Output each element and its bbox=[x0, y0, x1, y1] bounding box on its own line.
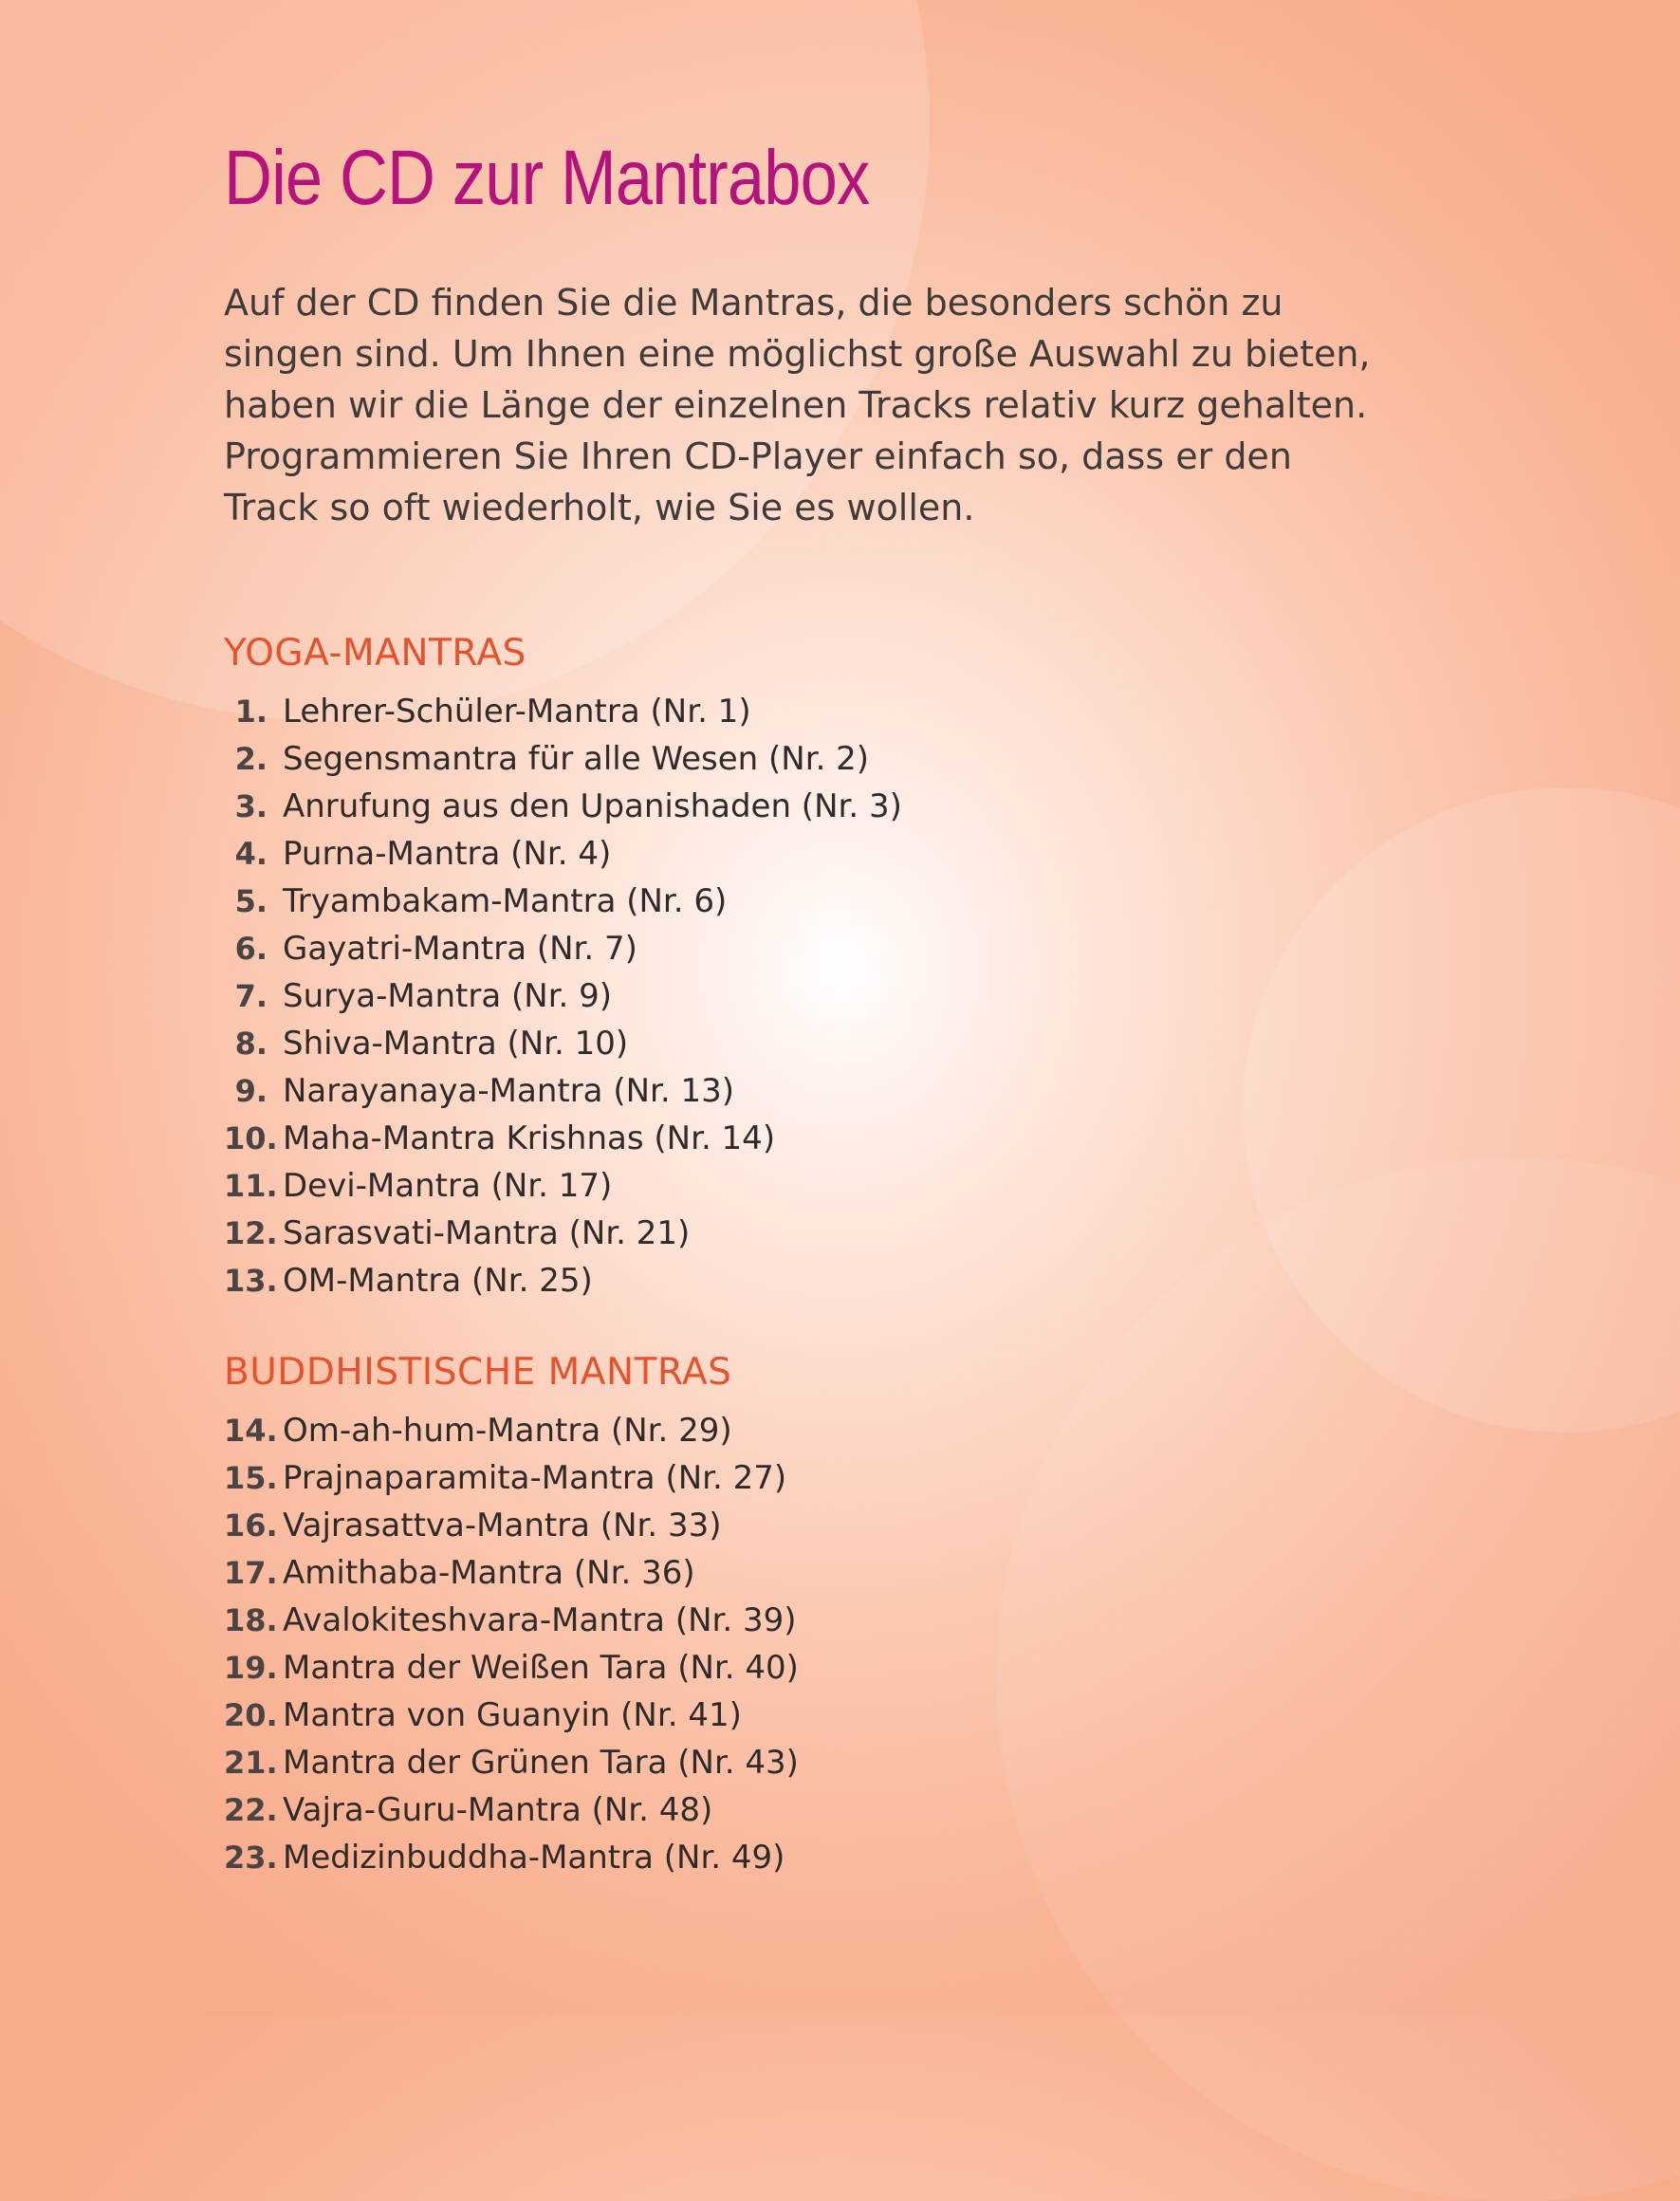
track-title: Sarasvati-Mantra (Nr. 21) bbox=[283, 1214, 691, 1252]
track-number: 17. bbox=[224, 1555, 278, 1591]
track-number: 7. bbox=[234, 978, 268, 1014]
track-number: 19. bbox=[224, 1650, 278, 1686]
section-heading-yoga-mantras: YOGA-MANTRAS bbox=[224, 632, 526, 675]
track-title: Devi-Mantra (Nr. 17) bbox=[283, 1167, 613, 1205]
track-title: Avalokiteshvara-Mantra (Nr. 39) bbox=[283, 1601, 797, 1639]
track-number: 13. bbox=[224, 1263, 278, 1299]
track-title: Om-ah-hum-Mantra (Nr. 29) bbox=[283, 1412, 732, 1450]
track-title: Narayanaya-Mantra (Nr. 13) bbox=[283, 1072, 735, 1110]
track-number: 8. bbox=[234, 1026, 268, 1062]
track-title: OM-Mantra (Nr. 25) bbox=[283, 1262, 593, 1300]
track-number: 1. bbox=[234, 694, 268, 730]
track-title: Shiva-Mantra (Nr. 10) bbox=[283, 1025, 629, 1063]
track-title: Surya-Mantra (Nr. 9) bbox=[283, 977, 613, 1015]
section-heading-buddhistische-mantras: BUDDHISTISCHE MANTRAS bbox=[224, 1351, 732, 1394]
track-number: 21. bbox=[224, 1745, 278, 1781]
intro-line: Track so oft wiederholt, wie Sie es wollen. bbox=[224, 487, 975, 528]
track-number: 18. bbox=[224, 1602, 278, 1638]
track-title: Lehrer-Schüler-Mantra (Nr. 1) bbox=[283, 693, 751, 731]
intro-line: Programmieren Sie Ihren CD-Player einfach so, dass er den bbox=[224, 435, 1292, 477]
track-number: 6. bbox=[234, 931, 268, 967]
track-number: 10. bbox=[224, 1120, 278, 1156]
track-number: 23. bbox=[224, 1840, 278, 1876]
track-title: Amithaba-Mantra (Nr. 36) bbox=[283, 1554, 695, 1592]
intro-line: haben wir die Länge der einzelnen Tracks relativ kurz gehalten. bbox=[224, 384, 1368, 426]
track-title: Maha-Mantra Krishnas (Nr. 14) bbox=[283, 1119, 776, 1157]
track-number: 2. bbox=[234, 741, 268, 777]
track-number: 5. bbox=[234, 883, 268, 919]
track-number: 11. bbox=[224, 1168, 278, 1204]
track-number: 20. bbox=[224, 1697, 278, 1733]
decorative-circle-bottom-right bbox=[996, 1157, 1680, 2201]
track-number: 9. bbox=[234, 1073, 268, 1109]
track-number: 14. bbox=[224, 1413, 278, 1449]
track-number: 15. bbox=[224, 1460, 278, 1496]
track-number: 12. bbox=[224, 1215, 278, 1251]
track-title: Gayatri-Mantra (Nr. 7) bbox=[283, 930, 637, 968]
track-title: Vajrasattva-Mantra (Nr. 33) bbox=[283, 1507, 722, 1544]
track-title: Mantra von Guanyin (Nr. 41) bbox=[283, 1696, 742, 1734]
intro-line: Auf der CD finden Sie die Mantras, die besonders schön zu bbox=[224, 282, 1283, 324]
track-number: 22. bbox=[224, 1792, 278, 1828]
intro-paragraph bbox=[224, 277, 1381, 533]
track-number: 16. bbox=[224, 1507, 278, 1544]
track-number: 3. bbox=[234, 788, 268, 824]
track-title: Mantra der Weißen Tara (Nr. 40) bbox=[283, 1649, 799, 1687]
track-title: Segensmantra für alle Wesen (Nr. 2) bbox=[283, 740, 870, 778]
track-title: Medizinbuddha-Mantra (Nr. 49) bbox=[283, 1839, 785, 1877]
track-title: Mantra der Grünen Tara (Nr. 43) bbox=[283, 1744, 799, 1782]
track-title: Purna-Mantra (Nr. 4) bbox=[283, 835, 612, 873]
track-title: Prajnaparamita-Mantra (Nr. 27) bbox=[283, 1459, 787, 1497]
track-title: Tryambakam-Mantra (Nr. 6) bbox=[283, 882, 728, 920]
intro-line: singen sind. Um Ihnen eine möglichst große Auswahl zu bieten, bbox=[224, 333, 1371, 375]
page-title: Die CD zur Mantrabox bbox=[224, 135, 870, 221]
track-number: 4. bbox=[234, 836, 268, 872]
track-title: Anrufung aus den Upanishaden (Nr. 3) bbox=[283, 787, 902, 825]
track-title: Vajra-Guru-Mantra (Nr. 48) bbox=[283, 1791, 713, 1829]
decorative-circle-right bbox=[1243, 787, 1680, 1433]
